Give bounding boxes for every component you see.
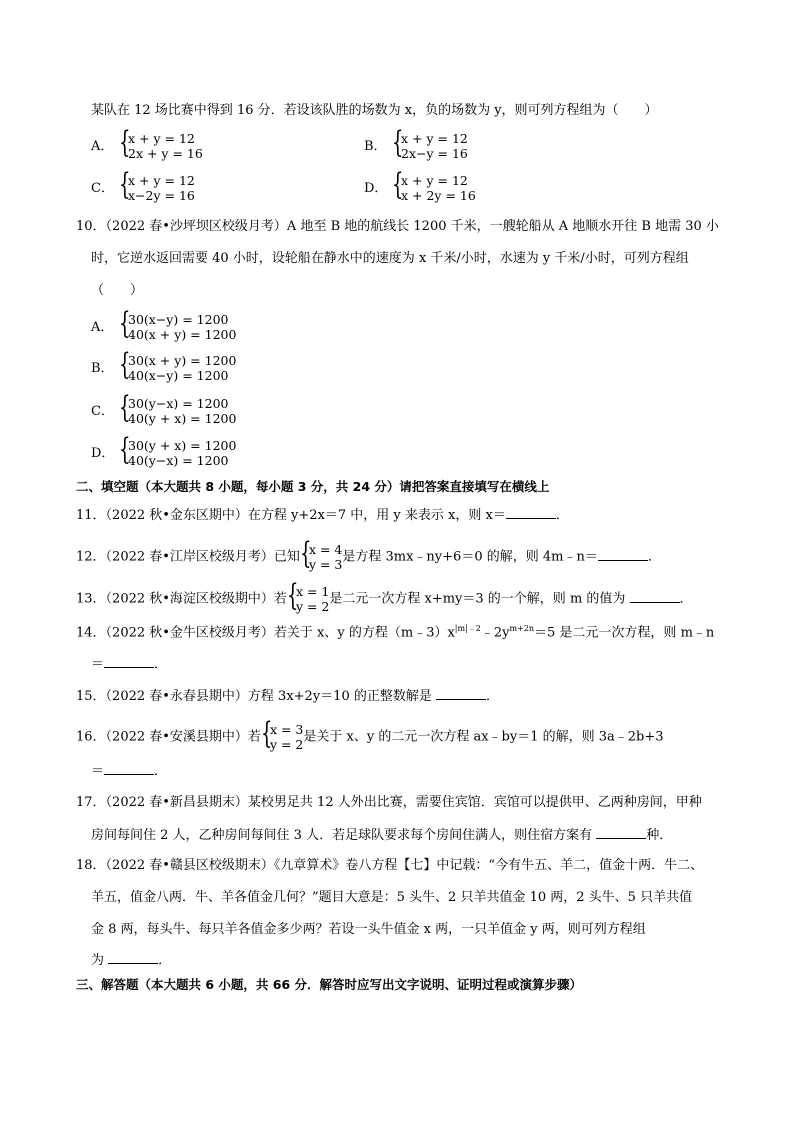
option-label: D． [91,445,115,461]
q9-option-a [91,131,203,161]
equation-system: { 30(x + y) = 1200 40(x−y) = 1200 [119,353,236,383]
option-label: C． [91,180,114,196]
equation-system: { x + y = 12 x−2y = 16 [119,173,195,203]
q10-line3: （ ） [91,283,144,298]
q12: 12．（2022 春•江岸区校级月考）已知 { x = 4 y = 3 是方程 3mx﹣ny+6＝0 的解，则 4m﹣n＝ ． [76,542,661,572]
q10-option-b [91,353,236,383]
answer-blank[interactable] [506,506,556,519]
q10-option-d [91,438,236,468]
option-label: D． [364,180,388,196]
answer-blank[interactable] [598,548,648,561]
q17-line2: 房间每间住 2 人，乙种房间每间住 3 人．若足球队要求每个房间住满人，则住宿方案有 种． [91,828,673,843]
q13: 13．（2022 秋•海淀区校级期中）若 { x = 1 y = 2 是二元一次方程 x+my＝3 的一个解，则 m 的值为 ． [76,584,693,614]
q18-line3: 金 8 两，每头牛、每只羊各值金多少两？若设一头牛值金 x 两，一只羊值金 y 两，则可列方程组 [91,922,646,937]
q16-line1: 16．（2022 春•安溪县期中）若 { x = 3 y = 2 是关于 x、y 的二元一次方程 ax﹣by＝1 的解，则 3a﹣2b+3 [76,722,664,752]
q18-line1: 18．（2022 春•赣县区校级期末）《九章算术》卷八方程【七】中记载：“今有牛五、羊二，值金十两．牛二、 [76,858,704,873]
q10-line1: 10．（2022 春•沙坪坝区校级月考）A 地至 B 地的航线长 1200 千米，一艘轮船从 A 地顺水开往 B 地需 30 小 [76,219,719,234]
q15: 15．（2022 春•永春县期中）方程 3x+2y＝10 的正整数解是 ． [76,689,499,704]
equation-system: { x + y = 12 2x + y = 16 [119,131,203,161]
q16-line2: ＝ ． [91,764,168,779]
answer-blank[interactable] [108,951,158,964]
option-label: A． [91,319,114,335]
option-label: C． [91,403,114,419]
option-label: B． [364,138,387,154]
equation-system: { 30(x−y) = 1200 40(x + y) = 1200 [119,312,236,342]
section-3-heading: 三、解答题（本大题共 6 小题，共 66 分．解答时应写出文字说明、证明过程或演算步骤） [76,977,583,992]
q10-line2: 时，它逆水返回需要 40 小时，设轮船在静水中的速度为 x 千米/小时，水速为 y 千米/小时，可列方程组 [91,251,689,266]
option-label: A． [91,138,114,154]
q14-line2: ＝ ． [91,657,168,672]
equation-system: { x + y = 12 x + 2y = 16 [392,173,476,203]
q10-option-c [91,396,236,426]
q9-option-c [91,173,195,203]
q18-line2: 羊五，值金八两．牛、羊各值金几何？”题目大意是：5 头牛、2 只羊共值金 10 两，2 头牛、5 只羊共值 [91,890,693,905]
answer-blank[interactable] [596,826,646,839]
q9-stem: 某队在 12 场比赛中得到 16 分．若设该队胜的场数为 x，负的场数为 y，则可列方程组为（ ） [91,103,658,118]
option-label: B． [91,360,114,376]
q9-option-d [364,173,476,203]
q18-line4: 为 ． [91,953,172,968]
equation-system: { x = 3 y = 2 [261,722,303,752]
q11: 11．（2022 秋•金东区期中）在方程 y+2x＝7 中，用 y 来表示 x，则 x＝ ． [76,508,569,523]
answer-blank[interactable] [104,762,154,775]
q9-option-b [364,131,468,161]
q10-option-a [91,312,236,342]
equation-system: { x = 4 y = 3 [300,542,342,572]
answer-blank[interactable] [104,655,154,668]
equation-system: { 30(y + x) = 1200 40(y−x) = 1200 [119,438,236,468]
section-2-heading: 二、填空题（本大题共 8 小题，每小题 3 分，共 24 分）请把答案直接填写在横线上 [76,479,550,494]
q17-line1: 17．（2022 春•新昌县期末）某校男足共 12 人外出比赛，需要住宾馆．宾馆可以提供甲、乙两种房间，甲种 [76,795,702,810]
answer-blank[interactable] [436,687,486,700]
equation-system: { x + y = 12 2x−y = 16 [392,131,468,161]
q14-line1: 14．（2022 秋•金牛区校级月考）若关于 x、y 的方程$(m﹣3)x^{|m|﹣2}﹣2y^{m+2n}=5$ 是二元一次方程，则 m﹣n [76,624,715,641]
answer-blank[interactable] [630,590,680,603]
equation-system: { 30(y−x) = 1200 40(y + x) = 1200 [119,396,236,426]
equation-system: { x = 1 y = 2 [287,584,329,614]
